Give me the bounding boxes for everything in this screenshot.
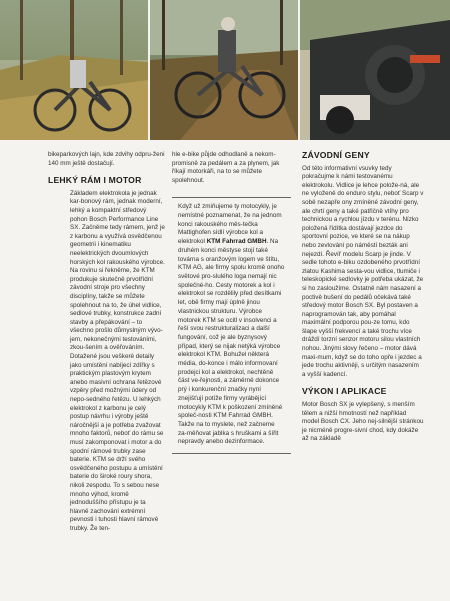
photo-motor-closeup (300, 0, 450, 140)
performance-app-paragraph: Motor Bosch SX je vylepšený, s menším tělem a nižší hmotností než například model Bosch CX. Jeho nej-silnější stránkou je nicméně progre-sivní chod, kdy dokáže až na základě (302, 401, 424, 443)
column-right (302, 151, 424, 444)
photo-trail-bike (150, 0, 298, 140)
column-middle (172, 151, 292, 454)
continuation-paragraph: hle e-bike půjde odhodlaně a nekom-promisně za pedálem a za plynem, jak říkají motorkáři, na to se můžete spolehnout. (172, 151, 280, 184)
ktm-info-text-part1: Když už zmiňujeme ty motocykly, je nemístné poznamenat, že na jednom konci rakouského měs-tečka Mattighofen sídlí výrobce kol a elektrokol (178, 203, 282, 246)
racing-genes-paragraph: Od této informativní vsuvky tedy pokračujme k námi testovanému elektrokolu. Vidlice je lehce polože-ná, ale ne vyloženě do enduro stylu, neboť Scarp v sobě nezapře ony zmíněné závodní geny, ale chrtí geny a také patřičně vtíhy pro technickou a rychlou jízdu v terénu. Nízko položená řídítka dostávají jezdce do sportovní pozice, ve které se na nákup nebo zevlování po náměstí bezták ani nejezdí. Řevíř modelu Scarp je jinde. V sedle tohoto e-biku ozdobeného prvotřídní zlatou Kashima sesta-vou vidlice, tlumiče i teleskopické sedlovky je potřeba ukázat, že si ho zasloužíme. Ostatně nám nasazení a poctivě bušení do pedálů očekává také středový motor Bosch SX. Byl postaven a naprogramován tak, aby pomáhal maximální podporou pou-ze tomu, kdo šlape vyšší frekvencí a také trochu více dráždí torzní senzor motoru silou vlastních nohou. Jinými slovy řečeno – motor dává maxi-mum, když se do toho opře i jezdec a jede trochu aktivněji, s určitým nasazením a vyšší kadencí. (302, 164, 424, 378)
ktm-info-box (172, 197, 291, 454)
ktm-brand-name: KTM Fahrrad GMBH (206, 238, 267, 246)
ktm-info-text-part2: . Na druhém konci městyse stojí také továrna s oranžovým logem ve štítu, KTM AG, ale firmy spolu kromě onoho světové pro-slulého loga nemají nic společné-ho. Cesty motorek a kol i elektrokol se rozdělily před desítkami let, obě firmy mají úplně jinou vlastnickou strukturu. Výrobce motorek KTM se ocitl v insolvenci a řeší svou restrukturalizaci a další fungování, což je ale byznysový případ, který se nijak netýká výrobce elektrokol KTM. Bohužel některá média, do-konce i málo informovaní prodejci kol a elektrokol, nechtěně část ve-řejnosti, a záměrně dokonce prý i konkurenční značky nyní znejišťují potíže firmy vyrábějící motocykly KTM k poškození zmíněné společ-nosti KTM Fahrrad GMBH. Takže na to myslete, než začneme za-měňovat jablka s hruškami a šířit nepravdy anebo dezinformace. (178, 238, 285, 446)
section-heading-racing-genes: ZÁVODNÍ GENY (302, 150, 370, 160)
photo-hillside-bike (0, 0, 148, 140)
intro-paragraph: bikeparkových lajn, kde zdvihy odpru-ženi 140 mm ještě dostačují. (48, 151, 165, 167)
section-heading-performance-app: VÝKON I APLIKACE (302, 386, 387, 397)
frame-motor-paragraph: Základem elektrokola je jednak kar-bonový rám, jednak moderní, lehký a kompaktní středový pohon Bosch Performance Line SX. Začněme tedy rámem, jenž je z karbonu a využívá osvědčenou geometrii i kinematiku neelektrických dvoumlových horských kol rakouského výrobce. Na rovinu si řekněme, že KTM produkuje skutečně prvotřídní závodní stroje pro všechny disciplíny, takže se můžete spolehnout na to, že úhel vidlice, sedlové trubky, konstrukce zadní stavby a přepákování – to všechno prošlo důmyslným vývo-jem, nekonečnými testováními, zkou-šením a ověřováním. Dotažené jsou veškeré detaily jako umístění nabíjecí zdířky s praktickým plastovým krytem anebo masivní ochrana řetězové vzpěry před možnými údery od nepo-sedného řetězu. U lehkých elektrokol z karbonu je celý postup návrhu i výroby ještě náročnější a je potřeba zvažovat mnoho faktorů, neboť do rámu se musí zakomponovat i motor a do spodní rámové trubky zase baterie. KTM se drží svého osvědčeného postupu a umístění baterie do široké roury shora, nikoli zespodu. To s sebou nese mnoho výhod, kromě jednoduššího přístupu je ta hlavně zachování extrémní pevnosti i tuhosti hlavní rámové trubky. Že ten- (70, 189, 165, 532)
column-left (48, 151, 165, 534)
ktm-info-text (178, 203, 285, 447)
section-heading-frame-motor: LEHKÝ RÁM I MOTOR (48, 175, 142, 186)
photo-strip (0, 0, 450, 140)
